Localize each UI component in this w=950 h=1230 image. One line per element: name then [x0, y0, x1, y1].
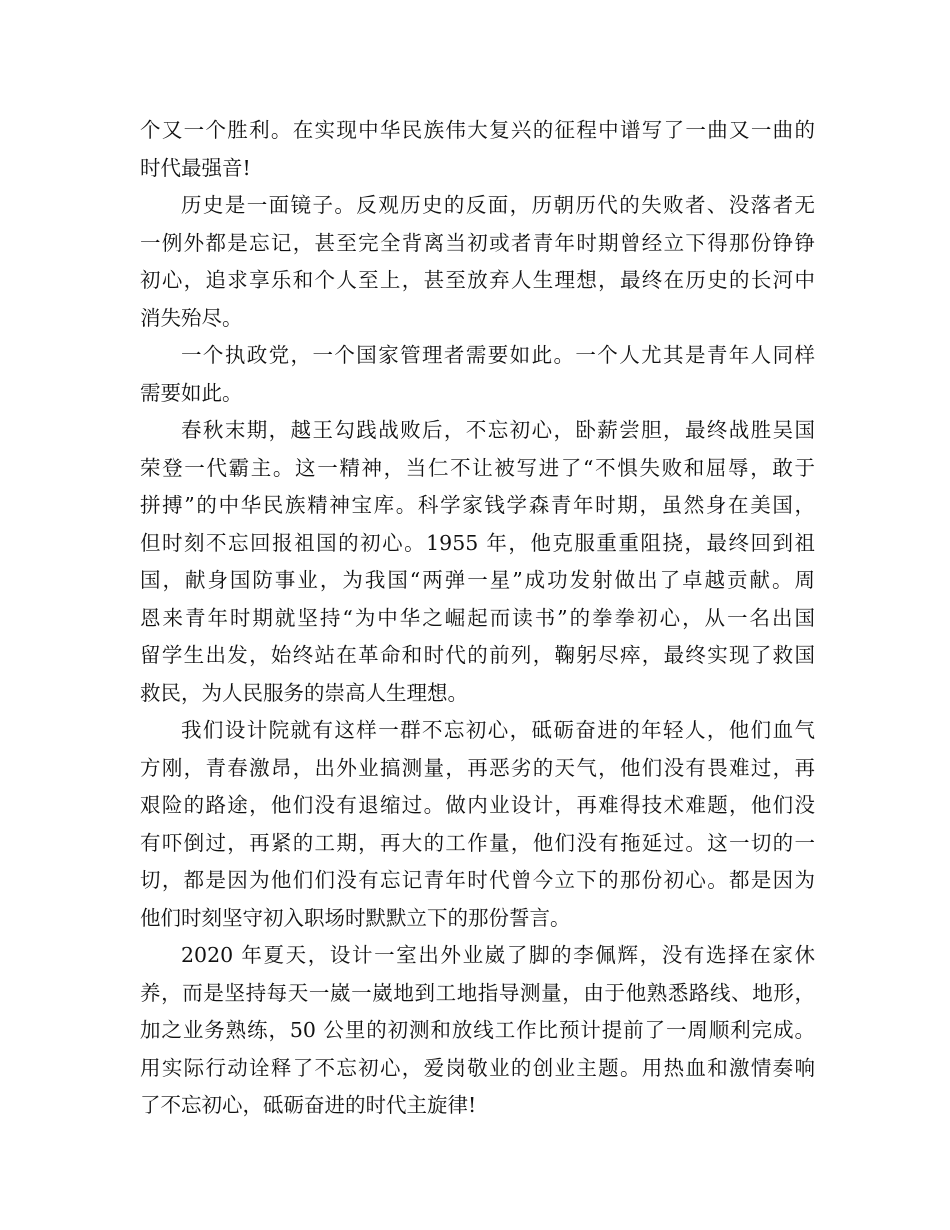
document-body: [140, 112, 815, 1125]
text-line: 切，都是因为他们们没有忘记青年时代曾今立下的那份初心。都是因为: [140, 868, 815, 892]
text-line: 加之业务熟练，50 公里的初测和放线工作比预计提前了一周顺利完成。: [140, 1018, 815, 1042]
text-line: 拼搏”的中华民族精神宝库。科学家钱学森青年时期，虽然身在美国，: [140, 493, 815, 517]
text-line: 春秋末期，越王勾践战败后，不忘初心，卧薪尝胆，最终战胜吴国: [181, 418, 815, 442]
text-line: 养，而是坚持每天一崴一崴地到工地指导测量，由于他熟悉路线、地形，: [140, 980, 815, 1005]
paragraph-design-institute: [140, 712, 815, 937]
paragraph-summer-2020: [140, 937, 815, 1125]
text-line: 个又一个胜利。在实现中华民族伟大复兴的征程中谱写了一曲又一曲的: [140, 118, 815, 142]
text-line: 一例外都是忘记，甚至完全背离当初或者青年时期曾经立下得那份铮铮: [140, 230, 815, 255]
text-line: 我们设计院就有这样一群不忘初心，砥砺奋进的年轻人，他们血气: [181, 718, 815, 742]
text-line: 国，献身国防事业，为我国“两弹一星”成功发射做出了卓越贡献。周: [140, 568, 815, 592]
paragraph-historical-examples: [140, 412, 815, 712]
text-line: 恩来青年时期就坚持“为中华之崛起而读书”的拳拳初心，从一名出国: [140, 605, 815, 630]
text-line: 需要如此。: [140, 380, 243, 405]
text-line: 一个执政党，一个国家管理者需要如此。一个人尤其是青年人同样: [181, 343, 815, 367]
text-line: 2020 年夏天，设计一室出外业崴了脚的李佩辉，没有选择在家休: [181, 943, 815, 967]
text-line: 初心，追求享乐和个人至上，甚至放弃人生理想，最终在历史的长河中: [140, 268, 815, 292]
text-line: 用实际行动诠释了不忘初心，爱岗敬业的创业主题。用热血和激情奏响: [140, 1055, 815, 1080]
text-line: 但时刻不忘回报祖国的初心。1955 年，他克服重重阻挠，最终回到祖: [140, 530, 815, 555]
text-line: 方刚，青春激昂，出外业搞测量，再恶劣的天气，他们没有畏难过，再: [140, 755, 815, 780]
text-line: 救民，为人民服务的崇高人生理想。: [140, 680, 468, 705]
paragraph-ruling-party: [140, 337, 815, 412]
text-line: 消失殆尽。: [140, 305, 243, 330]
text-line: 荣登一代霸主。这一精神，当仁不让被写进了“不惧失败和屈辱，敢于: [140, 455, 815, 480]
text-line: 有吓倒过，再紧的工期，再大的工作量，他们没有拖延过。这一切的一: [140, 830, 815, 855]
text-line: 了不忘初心，砥砺奋进的时代主旋律!: [140, 1093, 477, 1117]
text-line: 时代最强音!: [140, 155, 251, 180]
paragraph-history-mirror: [140, 187, 815, 337]
text-line: 留学生出发，始终站在革命和时代的前列，鞠躬尽瘁，最终实现了救国: [140, 643, 815, 667]
text-line: 他们时刻坚守初入职场时默默立下的那份誓言。: [140, 905, 571, 930]
text-line: 历史是一面镜子。反观历史的反面，历朝历代的失败者、没落者无: [181, 193, 815, 217]
paragraph-victory-continuation: [140, 112, 815, 187]
text-line: 艰险的路途，他们没有退缩过。做内业设计，再难得技术难题，他们没: [140, 793, 815, 817]
